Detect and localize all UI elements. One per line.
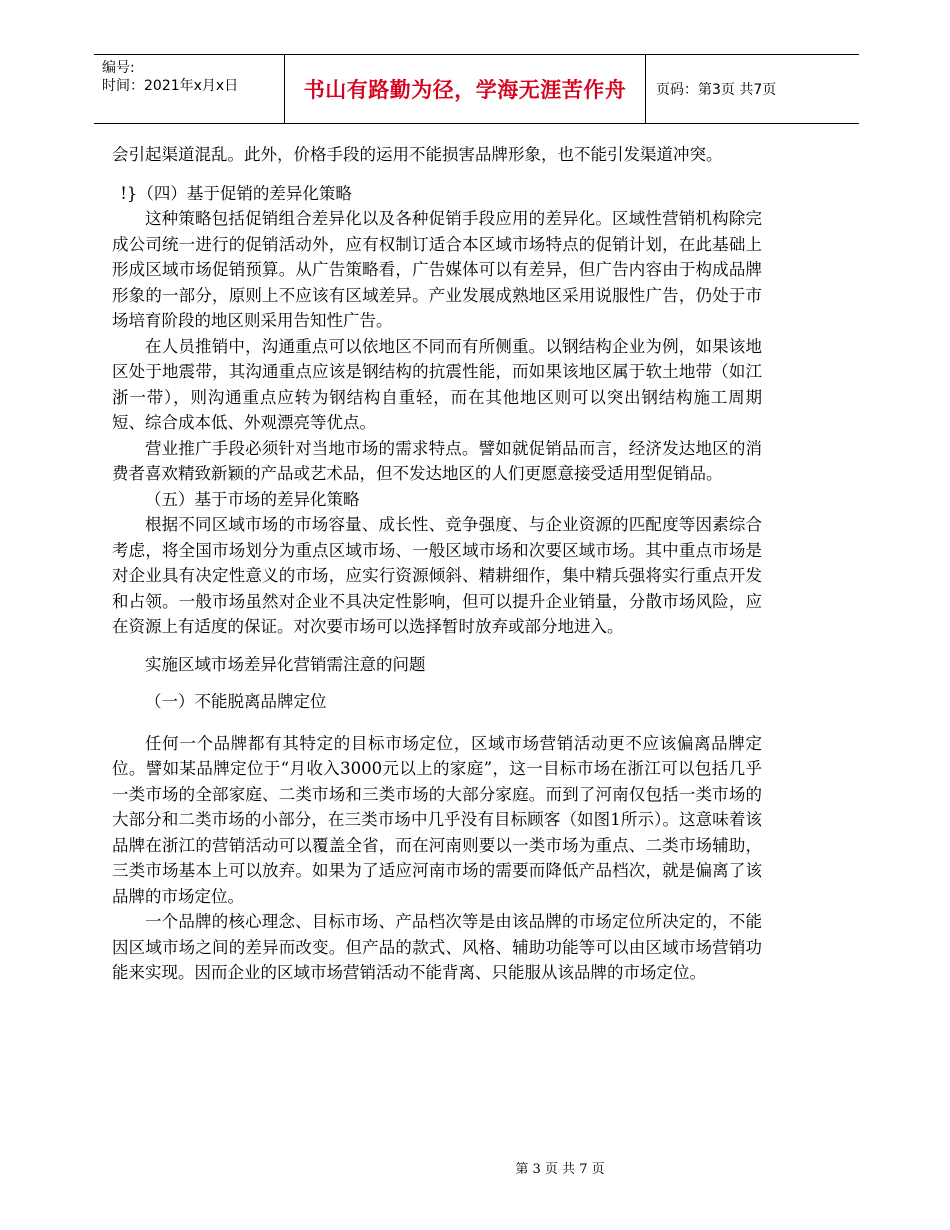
header-motto: 书山有路勤为径，学海无涯苦作舟	[284, 55, 646, 123]
paragraph: 营业推广手段必须针对当地市场的需求特点。譬如就促销品而言，经济发达地区的消费者喜欢精致新颖的产品或艺术品，但不发达地区的人们更愿意接受适用型促销品。	[112, 438, 762, 483]
section-heading: （五）基于市场的差异化策略	[145, 489, 360, 509]
paragraph: 任何一个品牌都有其特定的目标市场定位，区域市场营销活动更不应该偏离品牌定位。譬如某品牌定位于“月收入3000元以上的家庭”，这一目标市场在浙江可以包括几乎一类市场的全部家庭、二类市场和三类市场的大部分家庭。而到了河南仅包括一类市场的大部分和二类市场的小部分，在三类市场中几乎没有目标顾客（如图1所示）。这意味着该品牌在浙江的营销活动可以覆盖全省，而在河南则要以一类市场为重点、二类市场辅助，三类市场基本上可以放弃。如果为了适应河南市场的需要而降低产品档次，就是偏离了该品牌的市场定位。	[112, 733, 762, 906]
page-footer: 第 3 页 共 7 页	[515, 1162, 605, 1177]
paragraph: 会引起渠道混乱。此外，价格手段的运用不能损害品牌形象，也不能引发渠道冲突。	[112, 145, 723, 164]
section-heading: （一）不能脱离品牌定位	[145, 692, 327, 711]
paragraph: 这种策略包括促销组合差异化以及各种促销手段应用的差异化。区域性营销机构除完成公司统一进行的促销活动外，应有权制订适合本区域市场特点的促销计划，在此基础上形成区域市场促销预算。从广告策略看，广告媒体可以有差异，但广告内容由于构成品牌形象的一部分，原则上不应该有区域差异。产业发展成熟地区采用说服性广告，仍处于市场培育阶段的地区则采用告知性广告。	[112, 209, 762, 330]
paragraph: 一个品牌的核心理念、目标市场、产品档次等是由该品牌的市场定位所决定的，不能因区域市场之间的差异而改变。但产品的款式、风格、辅助功能等可以由区域市场营销功能来实现。因而企业的区域市场营销活动不能背离、只能服从该品牌的市场定位。	[112, 912, 762, 982]
time-label: 时间：2021年x月x日	[102, 78, 239, 94]
paragraph: 根据不同区域市场的市场容量、成长性、竞争强度、与企业资源的匹配度等因素综合考虑，将全国市场划分为重点区域市场、一般区域市场和次要区域市场。其中重点市场是对企业具有决定性意义的市场，应实行资源倾斜、精耕细作，集中精兵强将实行重点开发和占领。一般市场虽然对企业不具决定性影响，但可以提升企业销量，分散市场风险，应在资源上有适度的保证。对次要市场可以选择暂时放弃或部分地进入。	[112, 515, 762, 636]
section-heading: !}（四）基于促销的差异化策略	[120, 183, 352, 203]
number-label: 编号:	[102, 60, 135, 76]
header-meta	[94, 55, 284, 123]
main-heading: 实施区域市场差异化营销需注意的问题	[145, 654, 426, 674]
header-page-info: 页码：第3页 共7页	[656, 82, 777, 98]
document-body	[112, 142, 762, 986]
page-header	[94, 54, 859, 124]
paragraph: 在人员推销中，沟通重点可以依地区不同而有所侧重。以钢结构企业为例，如果该地区处于地震带，其沟通重点应该是钢结构的抗震性能，而如果该地区属于软土地带（如江浙一带），则沟通重点应转为钢结构自重轻，而在其他地区则可以突出钢结构施工周期短、综合成本低、外观漂亮等优点。	[112, 336, 762, 432]
